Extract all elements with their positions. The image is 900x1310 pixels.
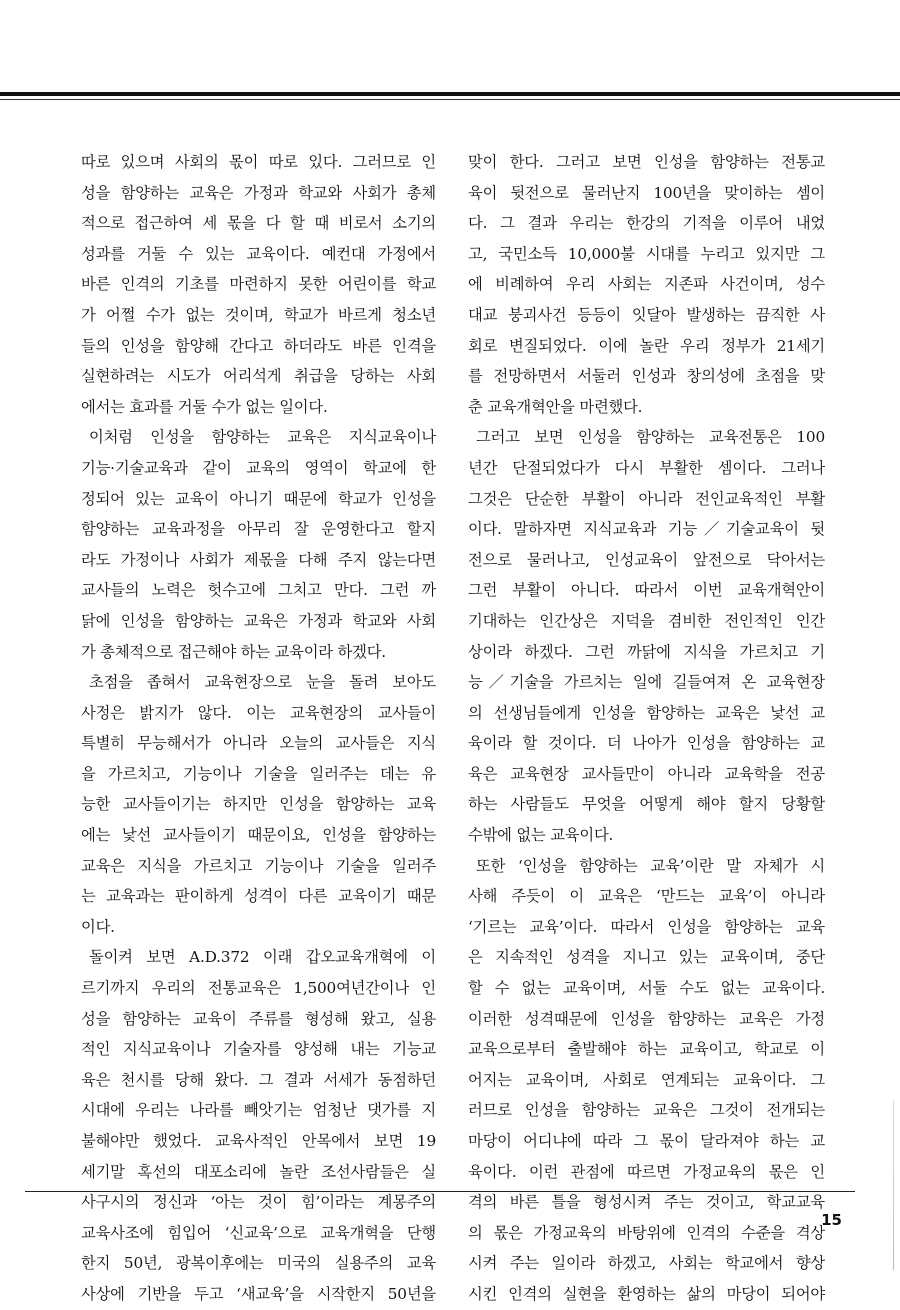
text-line: 능／기술을 가르치는 일에 길들여져 온 교육현장 [468, 673, 825, 692]
text-line: 르기까지 우리의 전통교육은 1,500여년간이나 인 [81, 979, 436, 998]
text-line: 사해 주듯이 이 교육은 ‘만드는 교육’이 아니라 [468, 887, 825, 906]
right-text-column [468, 147, 825, 1310]
text-line: 불해야만 했었다. 교육사적인 안목에서 보면 19 [81, 1132, 436, 1150]
scan-edge-mark [893, 1100, 894, 1270]
text-line: 수밖에 없는 교육이다. [468, 826, 614, 845]
text-line: 은 지속적인 성격을 지니고 있는 교육이며, 중단 [468, 948, 825, 967]
text-line: 바른 인격의 기초를 마련하지 못한 어린이를 학교 [81, 275, 436, 294]
text-line: 능한 교사들이기는 하지만 인성을 함양하는 교육 [81, 795, 436, 814]
text-line: 의 선생님들에게 인성을 함양하는 교육은 낯선 교 [468, 703, 825, 722]
text-line: 따로 있으며 사회의 몫이 따로 있다. 그러므로 인 [81, 153, 436, 171]
text-line: 실현하려는 시도가 어리석게 취급을 당하는 사회 [81, 367, 436, 386]
text-line: 가 총체적으로 접근해야 하는 교육이라 하겠다. [81, 642, 386, 661]
text-line: 다. 그 결과 우리는 한강의 기적을 이루어 내었 [468, 214, 825, 233]
text-line: 사구시의 정신과 ‘아는 것이 힘’이라는 계몽주의 [81, 1193, 436, 1212]
text-line: 년간 단절되었다가 다시 부활한 셈이다. 그러나 [468, 458, 825, 477]
text-line: 가 어쩔 수가 없는 것이며, 학교가 바르게 청소년 [81, 305, 436, 324]
text-line: 사상에 기반을 두고 ‘새교육’을 시작한지 50년을 [81, 1284, 436, 1303]
text-line: 교육으로부터 출발해야 하는 교육이고, 학교로 이 [468, 1040, 825, 1059]
text-line: 한지 50년, 광복이후에는 미국의 실용주의 교육 [81, 1254, 436, 1273]
text-line: 그런 부활이 아니다. 따라서 이번 교육개혁안이 [468, 581, 825, 600]
text-line: 시킨 인격의 실현을 환영하는 삶의 마당이 되어야 [468, 1284, 825, 1303]
text-line: 교사들의 노력은 헛수고에 그치고 만다. 그런 까 [81, 581, 436, 600]
text-line: 정되어 있는 교육이 아니기 때문에 학교가 인성을 [81, 489, 436, 508]
text-line: 초점을 좁혀서 교육현장으로 눈을 돌려 보아도 [89, 673, 436, 692]
text-line: 어지는 교육이며, 사회로 연계되는 교육이다. 그 [468, 1070, 825, 1089]
text-line: 적인 지식교육이나 기술자를 양성해 내는 기능교 [81, 1040, 436, 1059]
header-rule-thick [0, 92, 900, 96]
text-line: 격의 바른 틀을 형성시켜 주는 것이고, 학교교육 [468, 1193, 825, 1212]
text-line: 교육사조에 힘입어 ‘신교육’으로 교육개혁을 단행 [81, 1223, 436, 1242]
text-line: 성과를 거둘 수 있는 교육이다. 예컨대 가정에서 [81, 244, 436, 263]
text-line: 또한 ‘인성을 함양하는 교육’이란 말 자체가 시 [476, 856, 825, 875]
text-line: 회로 변질되었다. 이에 놀란 우리 정부가 21세기 [468, 336, 825, 355]
text-line: 시대에 우리는 나라를 빼앗기는 엄청난 댓가를 지 [81, 1101, 436, 1120]
text-line: 함양하는 교육과정을 아무리 잘 운영한다고 할지 [81, 520, 436, 539]
text-line: 이다. 말하자면 지식교육과 기능／기술교육이 뒷 [468, 520, 825, 539]
text-line: ‘기르는 교육’이다. 따라서 인성을 함양하는 교육 [468, 917, 825, 936]
text-line: 닭에 인성을 함양하는 교육은 가정과 학교와 사회 [81, 611, 436, 630]
text-line: 마당이 어디냐에 따라 그 몫이 달라져야 하는 교 [468, 1132, 825, 1150]
text-line: 시켜 주는 일이라 하겠고, 사회는 학교에서 향상 [468, 1254, 825, 1273]
left-text-column [81, 147, 436, 1310]
text-line: 육은 교육현장 교사들만이 아니라 교육학을 전공 [468, 764, 825, 783]
text-line: 라도 가정이나 사회가 제몫을 다해 주지 않는다면 [81, 550, 436, 569]
text-line: 이러한 성격때문에 인성을 함양하는 교육은 가정 [468, 1009, 825, 1028]
text-line: 상이라 하겠다. 그런 까닭에 지식을 가르치고 기 [468, 642, 825, 661]
text-line: 대교 붕괴사건 등등이 잇달아 발생하는 끔직한 사 [468, 305, 825, 324]
text-line: 전으로 물러나고, 인성교육이 앞전으로 닥아서는 [468, 550, 825, 569]
text-line: 그것은 단순한 부활이 아니라 전인교육적인 부활 [468, 489, 825, 508]
text-line: 교육은 지식을 가르치고 기능이나 기술을 일러주 [81, 856, 436, 875]
text-line: 할 수 없는 교육이며, 서둘 수도 없는 교육이다. [468, 979, 825, 998]
text-line: 에는 낯선 교사들이기 때문이요, 인성을 함양하는 [81, 826, 436, 845]
text-line: 춘 교육개혁안을 마련했다. [468, 397, 643, 416]
text-line: 성을 함양하는 교육은 가정과 학교와 사회가 총체 [81, 183, 436, 202]
text-line: 그러고 보면 인성을 함양하는 교육전통은 100 [476, 428, 825, 447]
text-line: 기능·기술교육과 같이 교육의 영역이 학교에 한 [81, 458, 436, 477]
text-line: 들의 인성을 함양해 간다고 하더라도 바른 인격을 [81, 336, 436, 355]
text-line: 육이다. 이런 관점에 따르면 가정교육의 몫은 인 [468, 1162, 825, 1181]
text-line: 을 가르치고, 기능이나 기술을 일러주는 데는 유 [81, 764, 436, 783]
text-line: 이다. [81, 917, 115, 936]
text-line: 러므로 인성을 함양하는 교육은 그것이 전개되는 [468, 1101, 825, 1120]
page-number: 15 [821, 1211, 842, 1229]
text-line: 성을 함양하는 교육이 주류를 형성해 왔고, 실용 [81, 1009, 436, 1028]
text-line: 육이라 할 것이다. 더 나아가 인성을 함양하는 교 [468, 734, 825, 753]
text-line: 특별히 무능해서가 아니라 오늘의 교사들은 지식 [81, 734, 436, 753]
text-line: 에 비례하여 우리 사회는 지존파 사건이며, 성수 [468, 275, 825, 294]
text-line: 사정은 밝지가 않다. 이는 교육현장의 교사들이 [81, 703, 436, 722]
text-line: 기대하는 인간상은 지덕을 겸비한 전인적인 인간 [468, 611, 825, 630]
text-line: 에서는 효과를 거둘 수가 없는 일이다. [81, 397, 328, 416]
text-line: 돌이켜 보면 A.D.372 이래 갑오교육개혁에 이 [89, 948, 436, 967]
text-line: 적으로 접근하여 세 몫을 다 할 때 비로서 소기의 [81, 214, 436, 233]
text-line: 육이 뒷전으로 물러난지 100년을 맞이하는 셈이 [468, 183, 825, 202]
text-line: 세기말 혹선의 대포소리에 놀란 조선사람들은 실 [81, 1162, 436, 1181]
text-line: 이처럼 인성을 함양하는 교육은 지식교육이나 [89, 428, 436, 447]
text-line: 는 교육과는 판이하게 성격이 다른 교육이기 때문 [81, 887, 436, 906]
text-line: 맞이 한다. 그러고 보면 인성을 함양하는 전통교 [468, 153, 825, 171]
footer-rule [25, 1191, 855, 1192]
header-rule-thin [0, 99, 900, 100]
text-line: 고, 국민소득 10,000불 시대를 누리고 있지만 그 [468, 244, 825, 263]
text-line: 의 몫은 가정교육의 바탕위에 인격의 수준을 격상 [468, 1223, 825, 1242]
text-line: 를 전망하면서 서둘러 인성과 창의성에 초점을 맞 [468, 367, 825, 386]
text-line: 하는 사람들도 무엇을 어떻게 해야 할지 당황할 [468, 795, 825, 814]
text-line: 육은 천시를 당해 왔다. 그 결과 서세가 동점하던 [81, 1070, 436, 1089]
